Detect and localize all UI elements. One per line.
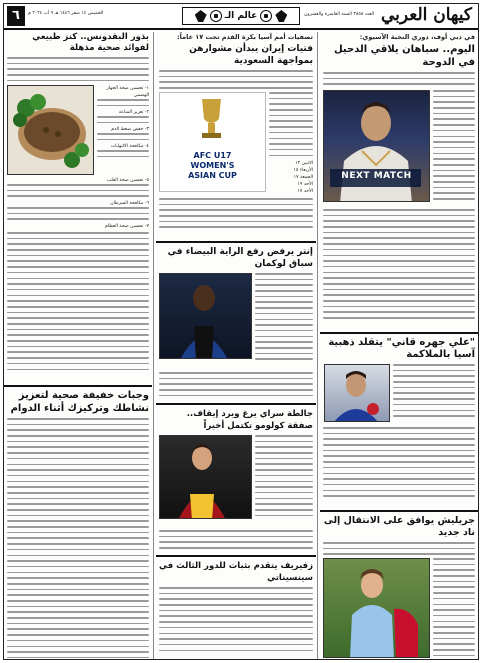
afc-logo <box>159 92 266 192</box>
afc-title-line: ASIAN CUP <box>188 171 237 180</box>
issue-line: العدد ٣٨٥٨ السنة العاشرة والعشرون <box>304 12 375 17</box>
article-body <box>323 209 475 329</box>
article-kicker: في دبي أوف، دوري النخبة الآسيوي: <box>359 33 475 41</box>
list-item: الجمعة ١٧ <box>293 175 313 180</box>
galatasaray-photo <box>159 435 252 519</box>
article-headline: وجبات خفيفة صحية لتعزيز نشاطك وتركيزك أثناء الدوام <box>10 390 149 414</box>
article-headline: فتيات إيران يبدأن مشوارهن بمواجهة السعودية <box>189 44 313 66</box>
column-divider <box>153 32 154 659</box>
masthead <box>4 4 478 30</box>
column-divider <box>317 32 318 659</box>
list-item: ٣- خفض ضغط الدم <box>111 127 149 132</box>
list-item: الأربعاء ١٥ <box>293 168 313 173</box>
trophy-icon <box>159 93 265 149</box>
afc-title-line: WOMEN'S <box>190 161 235 170</box>
footballer-photo <box>323 558 430 658</box>
article-body <box>255 435 313 527</box>
article-headline: جالطة سراي يرغ ويرد إيقاف.. صفقة كولومو تكتمل أخيراً <box>186 409 313 431</box>
newspaper-logo: كيهان العربي <box>380 5 472 25</box>
article-body <box>323 427 475 507</box>
article-kicker: تصفيات أمم آسيا بكرة القدم تحت ١٧ عاماً: <box>177 33 313 41</box>
football-icon <box>260 10 272 22</box>
date-line: الخميس ١٤ صفر ١٤٤٦ هـ ٩ أب ٢٠٢٤ م <box>28 11 104 16</box>
afc-title-line: AFC U17 <box>193 151 232 160</box>
section-banner <box>182 7 300 25</box>
list-item: ٥- تحسين صحة القلب <box>106 178 149 183</box>
match-promo-photo <box>323 90 430 202</box>
section-title: عالم الـ <box>224 11 258 21</box>
trophy-icon <box>275 10 287 22</box>
article-body <box>159 198 313 238</box>
article-body <box>159 587 313 657</box>
list-item: ٦- مكافحة السرطان <box>110 201 149 206</box>
boxer-photo <box>324 364 390 422</box>
article-headline: "علي جهره قاني" يتقلد ذهبية آسيا بالملاكمة <box>328 337 475 360</box>
article-headline: بذور البقدونس.. كنز طبيعي لفوائد صحية مذهلة <box>32 32 149 53</box>
parsley-photo <box>7 85 94 175</box>
player-image <box>323 91 429 202</box>
list-item: ١- تحسين صحة الجهاز الهضمي <box>106 86 149 98</box>
article-body <box>323 72 475 88</box>
article-headline: اليوم.. سباهان يلاقي الدحيل في الدوحة <box>334 44 475 68</box>
article-body <box>7 232 149 382</box>
article-body <box>433 90 475 206</box>
article-body <box>323 542 475 558</box>
page-number: ٦ <box>7 6 25 26</box>
list-item: ٢- تعزيز المناعة <box>118 110 149 115</box>
article-body <box>159 70 313 92</box>
article-body <box>255 273 313 369</box>
article-headline: زفيريف يتقدم بثبات للدور الثالث في سينسيناتي <box>159 561 313 583</box>
left-column <box>4 32 152 659</box>
promo-banner-text: NEXT MATCH <box>341 171 412 181</box>
article-body <box>159 530 313 552</box>
list-item: ٤- مكافحة الالتهابات <box>110 144 149 149</box>
article-headline: جريليش يوافق على الانتقال إلى ناد جديد <box>323 515 475 538</box>
match-schedule <box>269 160 313 195</box>
trophy-icon <box>195 10 207 22</box>
article-body <box>7 418 149 659</box>
list-item: الأحد ١٩ <box>297 182 313 187</box>
list-item: الاثنين ١٣ <box>295 161 313 166</box>
right-column <box>320 32 478 659</box>
article-body <box>393 364 475 424</box>
middle-column <box>156 32 316 659</box>
article-body <box>269 92 313 160</box>
list-item: الأحد ١٧ <box>297 189 313 194</box>
benefits-list <box>97 85 149 175</box>
football-icon <box>210 10 222 22</box>
lookman-photo <box>159 273 252 359</box>
newspaper-page <box>3 3 479 660</box>
article-body <box>159 372 313 400</box>
list-item: ٧- تحسين صحة العظام <box>105 224 149 229</box>
article-body <box>433 558 475 659</box>
article-body <box>7 57 149 85</box>
article-headline: إنتر يرفض رفع الراية البيضاء في سباق لوكمان <box>167 247 313 269</box>
